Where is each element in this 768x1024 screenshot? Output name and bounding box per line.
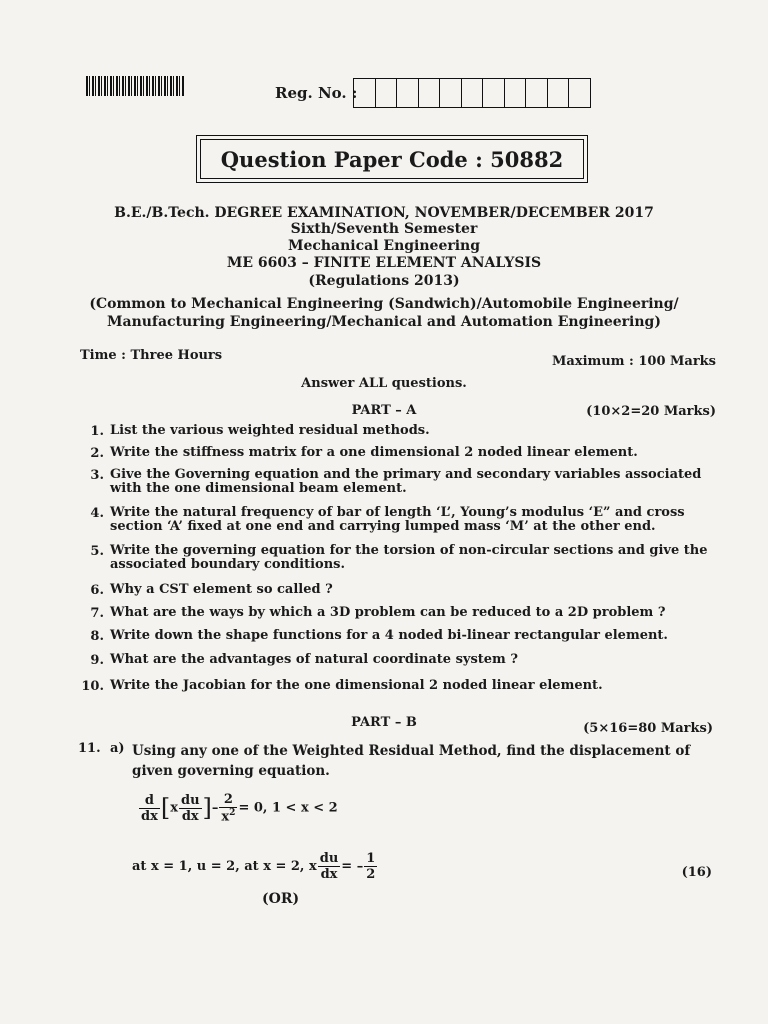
- boundary-conditions: [132, 851, 378, 882]
- question-text: Write the stiffness matrix for a one dimensional 2 noded linear element.: [110, 445, 638, 460]
- department: Mechanical Engineering: [287, 238, 481, 254]
- time-label: Time : Three Hours: [80, 348, 223, 363]
- max-marks: Maximum : 100 Marks: [552, 354, 716, 369]
- reg-no-boxes[interactable]: [353, 78, 591, 108]
- or-label: (OR): [262, 891, 300, 907]
- barcode: [86, 76, 184, 96]
- d-dx-fraction: $\frac{d}{dx}$: [141, 792, 158, 824]
- question-number: 2.: [90, 446, 104, 461]
- reg-no-label: Reg. No. :: [275, 84, 358, 102]
- part-b-marks: (5×16=80 Marks): [583, 721, 713, 736]
- q11a-text: Using any one of the Weighted Residual Method, find the displacement of given governing equation.: [132, 743, 691, 779]
- du-dx-fraction: $\frac{du}{dx}$: [180, 792, 200, 824]
- two-over-x2: $\frac{2}{x^2}$: [221, 792, 236, 825]
- question-number: 6.: [90, 583, 104, 598]
- semester: Sixth/Seventh Semester: [290, 221, 478, 237]
- instruction: Answer ALL questions.: [301, 376, 467, 391]
- bracket-open: [: [160, 794, 171, 823]
- question-text: What are the advantages of natural coordinate system ?: [110, 652, 518, 667]
- question-number: 8.: [90, 629, 104, 644]
- part-b-title: PART – B: [351, 715, 417, 730]
- bc-equals: = –: [341, 859, 364, 874]
- bc-prefix: at x = 1, u = 2, at x = 2, x: [132, 859, 317, 874]
- part-a-marks: (10×2=20 Marks): [586, 404, 716, 419]
- q11a-label: a): [110, 741, 125, 756]
- bracket-close: ]: [202, 794, 212, 823]
- governing-equation: [138, 792, 338, 824]
- common-line-2: Manufacturing Engineering/Mechanical and Automation Engineering): [107, 314, 661, 330]
- bc-half: $\frac{1}{2}$: [366, 851, 376, 882]
- common-line-1: (Common to Mechanical Engineering (Sandwich)/Automobile Engineering/: [89, 296, 679, 312]
- question-text: List the various weighted residual methods.: [110, 423, 430, 438]
- question-number: 9.: [90, 653, 104, 668]
- q11a-marks: (16): [681, 865, 712, 880]
- question-number: 3.: [90, 468, 104, 483]
- equation-domain: = 0, 1 < x < 2: [238, 800, 338, 816]
- question-number: 7.: [90, 606, 104, 621]
- question-text: What are the ways by which a 3D problem can be reduced to a 2D problem ?: [110, 605, 666, 620]
- question-text: Write down the shape functions for a 4 noded bi-linear rectangular element.: [110, 628, 668, 643]
- regulations: (Regulations 2013): [308, 273, 460, 289]
- question-text: Write the Jacobian for the one dimensional 2 noded linear element.: [110, 678, 603, 693]
- part-a-title: PART – A: [351, 403, 417, 418]
- question-number: 4.: [90, 506, 104, 521]
- question-text: Write the governing equation for the torsion of non-circular sections and give the associated boundary conditions.: [110, 543, 708, 572]
- question-number: 10.: [81, 679, 104, 694]
- exam-title: B.E./B.Tech. DEGREE EXAMINATION, NOVEMBER/DECEMBER 2017: [114, 205, 654, 221]
- question-text: Give the Governing equation and the primary and secondary variables associated with the one dimensional beam element.: [110, 467, 702, 496]
- paper-code: Question Paper Code : 50882: [200, 139, 584, 179]
- minus-sign: –: [211, 800, 219, 816]
- question-text: Write the natural frequency of bar of length ‘L’, Young’s modulus ‘E” and cross section ‘A’ fixed at one end and carrying lumped mass ‘M’ at the other end.: [110, 505, 685, 534]
- question-number: 5.: [90, 544, 104, 559]
- bc-du-dx: $\frac{du}{dx}$: [319, 851, 339, 882]
- x-term: x: [170, 800, 178, 816]
- q11-number: 11.: [78, 741, 101, 756]
- question-number: 1.: [90, 424, 104, 439]
- paper-code-box: [196, 135, 588, 183]
- question-text: Why a CST element so called ?: [110, 582, 333, 597]
- subject: ME 6603 – FINITE ELEMENT ANALYSIS: [226, 255, 542, 271]
